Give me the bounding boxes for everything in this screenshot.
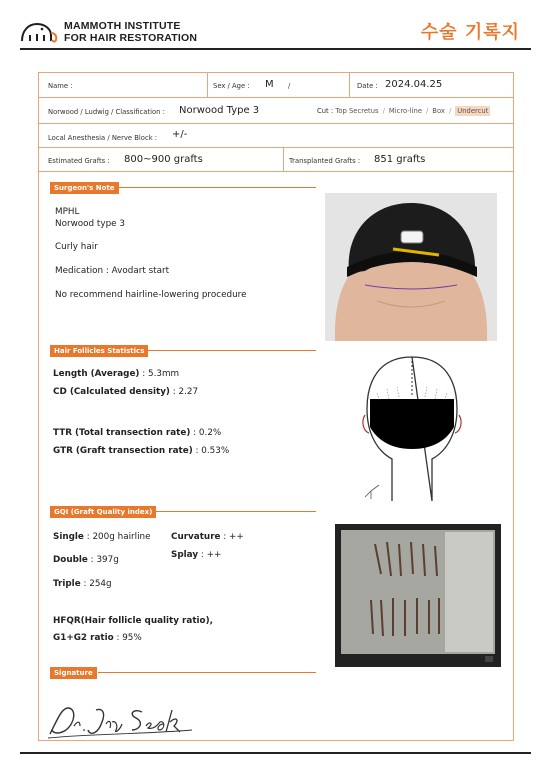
gqi-header: [50, 506, 316, 518]
mammoth-logo-icon: [20, 21, 60, 43]
follicle-stats-title: Hair Follicles Statistics: [50, 345, 148, 357]
double-value: : 397g: [87, 555, 119, 565]
splay-label: Splay: [171, 550, 199, 560]
gtr-label: GTR (Graft transection rate): [53, 446, 193, 456]
logo-line2: FOR HAIR RESTORATION: [64, 32, 198, 44]
graft-microscope-photo: [335, 524, 501, 667]
cut-option-box[interactable]: Box: [432, 107, 445, 115]
follicle-stats-header: [50, 345, 316, 357]
note-line-1: MPHL: [55, 207, 80, 217]
surgeon-note-title: Surgeon's Note: [50, 182, 119, 194]
curvature-label: Curvature: [171, 532, 221, 542]
transplanted-grafts-label: Transplanted Grafts :: [289, 157, 361, 165]
curvature-value: : ++: [220, 532, 244, 542]
hfqr-line2: [53, 633, 142, 643]
scalp-photo: [325, 193, 497, 341]
ttr-stat: [53, 428, 221, 438]
hfqr-line1: HFQR(Hair follicle quality ratio),: [53, 616, 213, 626]
length-label: Length (Average): [53, 369, 140, 379]
scalp-photo-illustration: [325, 193, 497, 341]
logo-line1: MAMMOTH INSTITUTE: [64, 20, 181, 32]
bottom-divider: [20, 752, 531, 754]
triple-value: : 254g: [80, 579, 112, 589]
row-classification-cut: [39, 98, 513, 124]
date-label: Date :: [357, 82, 378, 90]
single-label: Single: [53, 532, 84, 542]
top-divider: [20, 48, 531, 50]
sex-value[interactable]: M: [265, 79, 274, 90]
cd-label: CD (Calculated density): [53, 387, 170, 397]
note-line-3: Curly hair: [55, 242, 98, 252]
note-line-5: No recommend hairline-lowering procedure: [55, 290, 247, 300]
signature-header: [50, 667, 316, 679]
g1g2-label: G1+G2 ratio: [53, 633, 114, 643]
logo-text: [64, 20, 197, 44]
gqi-splay: [171, 550, 221, 560]
signature-title: Signature: [50, 667, 97, 679]
name-label: Name :: [48, 82, 73, 90]
row-name-sex-date: [39, 73, 513, 98]
surgery-record-form: [38, 72, 514, 741]
single-value: : 200g hairline: [83, 532, 151, 542]
date-value[interactable]: 2024.04.25: [385, 79, 443, 90]
length-value: : 5.3mm: [139, 369, 180, 379]
gqi-curvature: [171, 532, 244, 542]
gtr-stat: [53, 446, 229, 456]
cut-option-top-secretus[interactable]: Top Secretus: [335, 107, 379, 115]
triple-label: Triple: [53, 579, 81, 589]
gtr-value: : 0.53%: [192, 446, 230, 456]
gqi-triple: [53, 579, 112, 589]
estimated-grafts-value[interactable]: 800~900 grafts: [124, 154, 203, 165]
cut-option-micro-line[interactable]: Micro-line: [388, 107, 422, 115]
gqi-double: [53, 555, 119, 565]
double-label: Double: [53, 555, 88, 565]
row-grafts: [39, 148, 513, 172]
classification-label: Norwood / Ludwig / Classification :: [48, 108, 165, 116]
surgeon-note-header: [50, 182, 316, 194]
sex-age-label: Sex / Age :: [213, 82, 250, 90]
transplanted-grafts-value[interactable]: 851 grafts: [374, 154, 426, 165]
gqi-title: GQI (Graft Quality index): [50, 506, 156, 518]
ttr-value: : 0.2%: [190, 428, 222, 438]
classification-value[interactable]: Norwood Type 3: [179, 105, 260, 116]
g1g2-value: : 95%: [113, 633, 142, 643]
head-donor-diagram: [357, 351, 467, 506]
gqi-single: [53, 532, 151, 542]
estimated-grafts-label: Estimated Grafts :: [48, 157, 110, 165]
signature-image: [46, 700, 196, 740]
anesthesia-value[interactable]: +/-: [172, 129, 188, 140]
ttr-label: TTR (Total transection rate): [53, 428, 191, 438]
age-separator: /: [288, 82, 291, 90]
logo: [20, 20, 198, 46]
length-stat: [53, 369, 179, 379]
row-anesthesia: [39, 124, 513, 148]
anesthesia-label: Local Anesthesia / Nerve Block :: [48, 134, 158, 142]
cd-stat: [53, 387, 198, 397]
cut-options: Cut : Top Secretus / Micro-line / Box / Undercut: [317, 107, 489, 115]
cd-value: : 2.27: [169, 387, 199, 397]
note-line-2: Norwood type 3: [55, 219, 125, 229]
note-line-4: Medication : Avodart start: [55, 266, 170, 276]
cut-label: Cut :: [317, 107, 334, 115]
cut-option-undercut[interactable]: Undercut: [457, 107, 489, 115]
splay-value: : ++: [198, 550, 222, 560]
doc-title: 수술 기록지: [420, 22, 520, 43]
graft-microscope-illustration: [335, 524, 501, 667]
